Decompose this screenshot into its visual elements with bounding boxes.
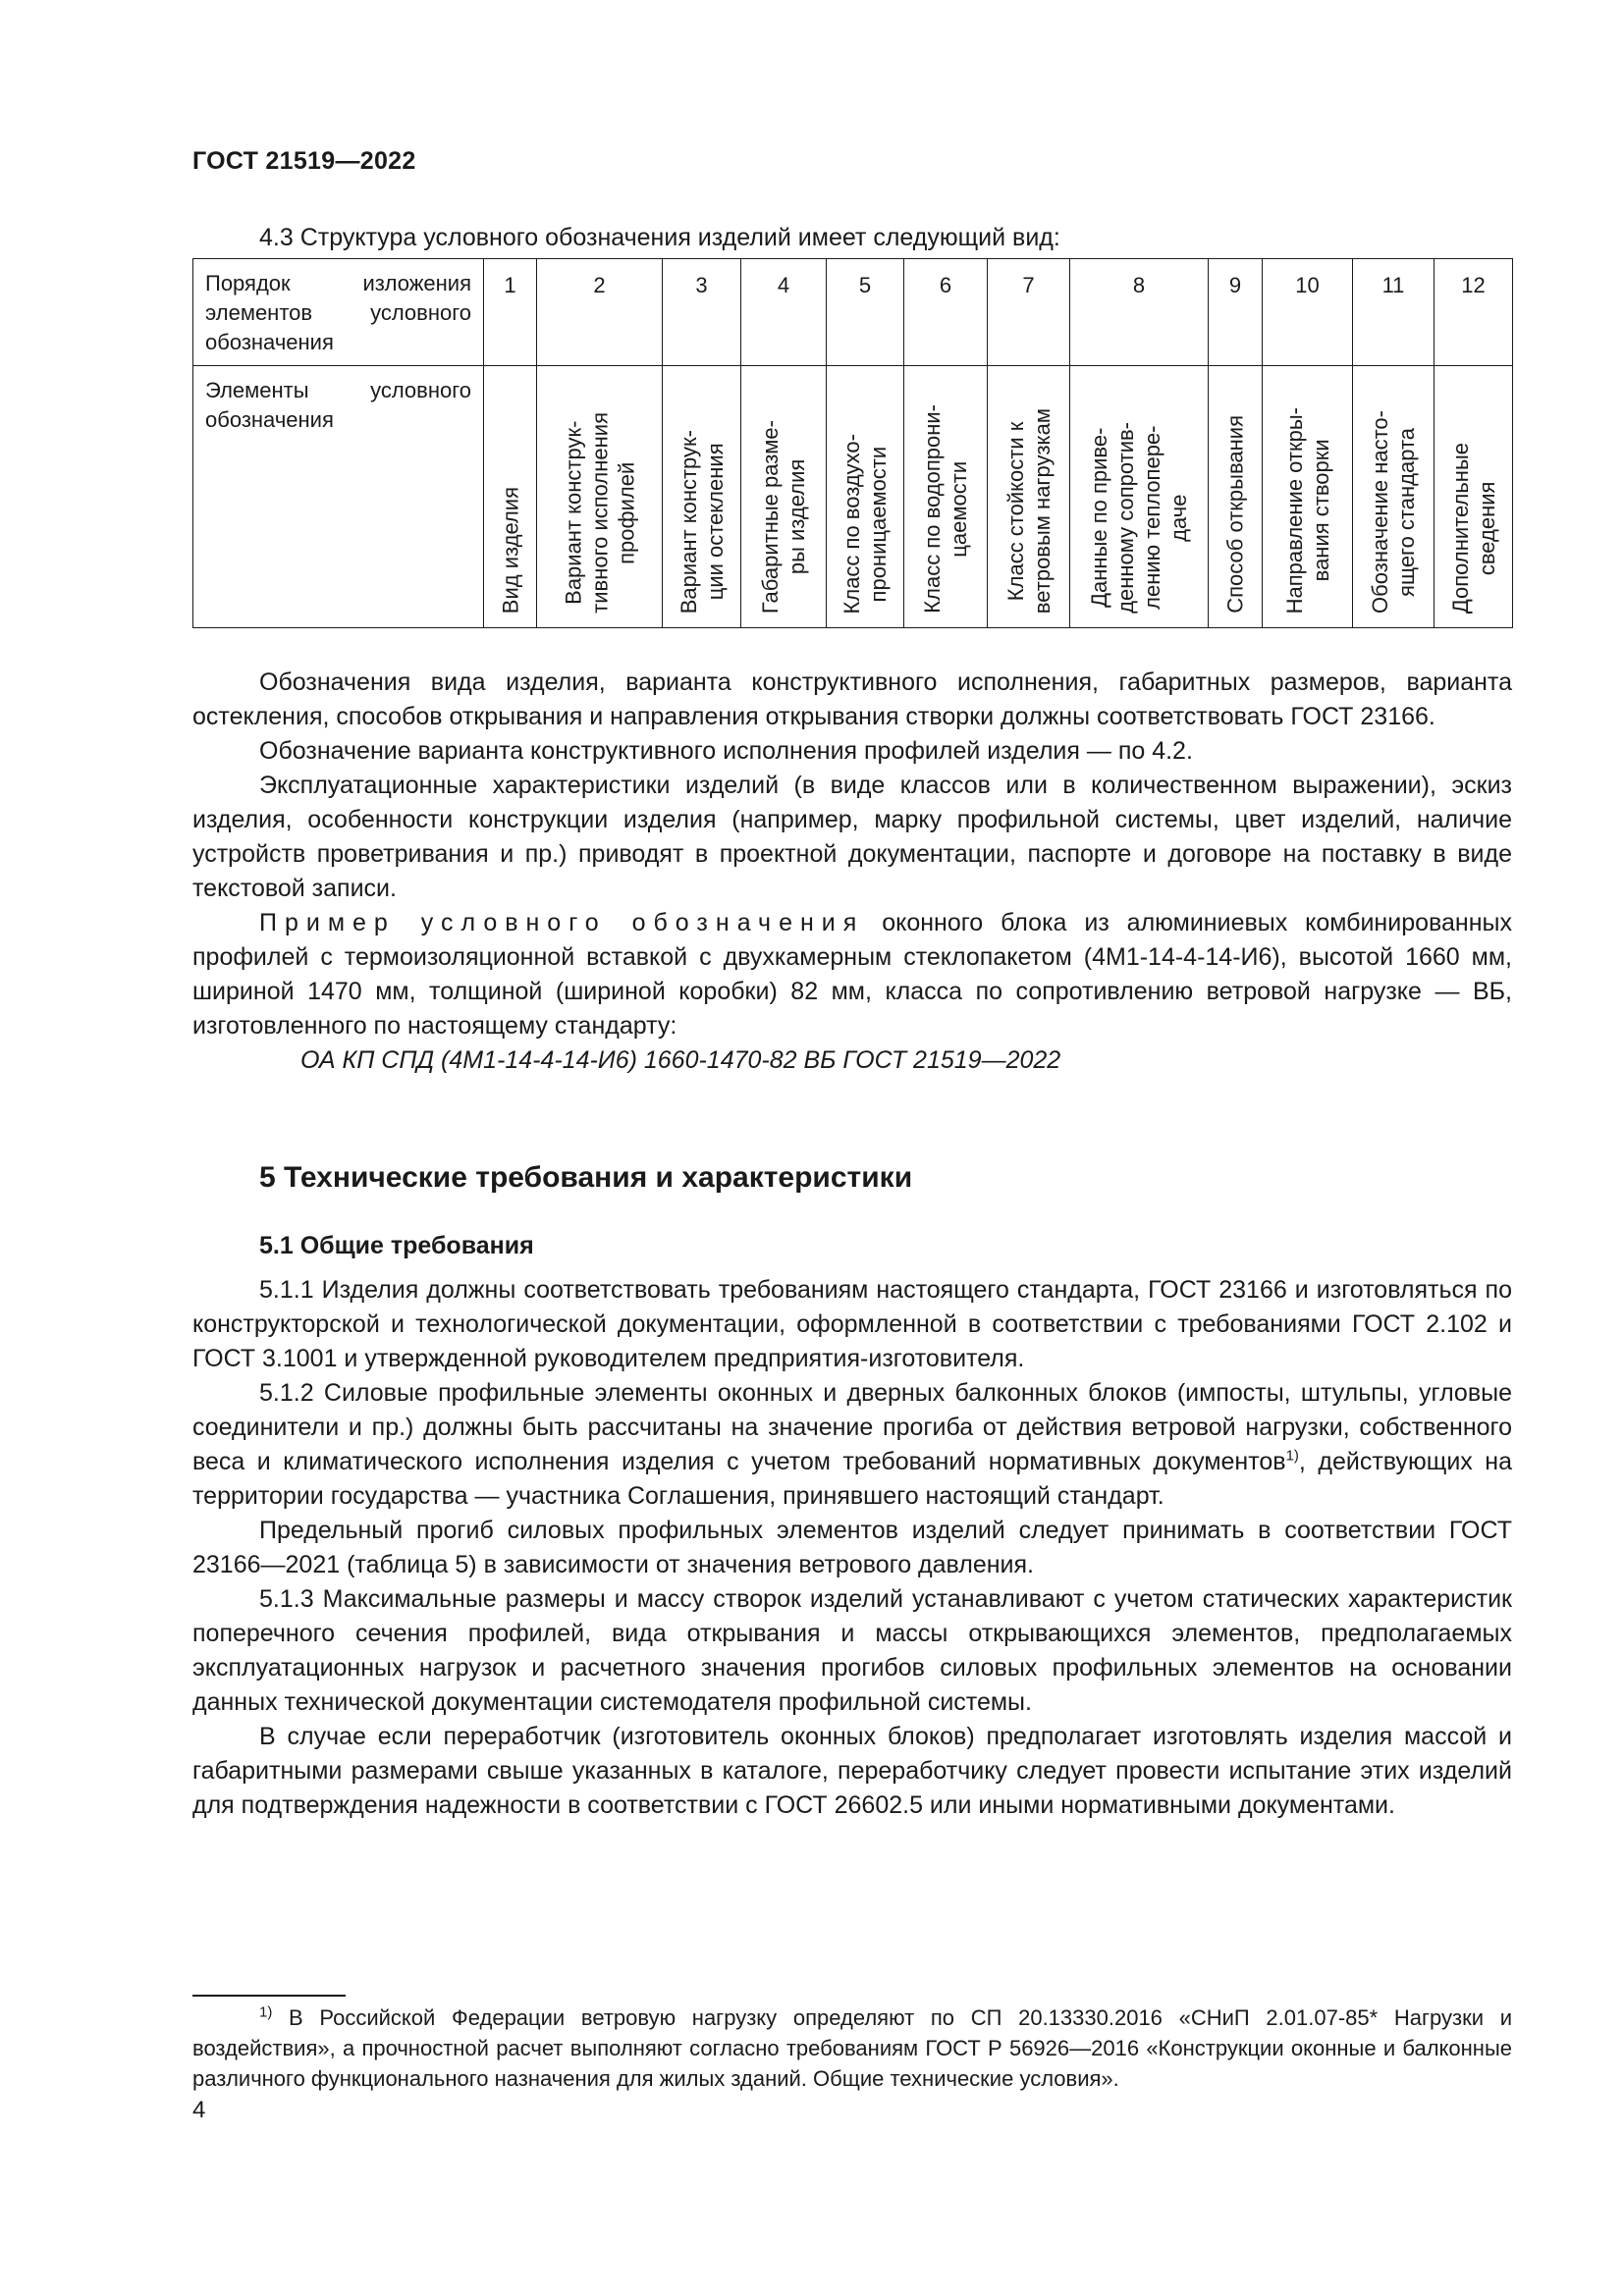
table-number-cell: 9 (1209, 259, 1263, 366)
paragraph-processor: В случае если переработчик (изготовитель оконных блоков) предполагает изготовлять изделия массой и габаритными размерами свыше указанных в каталоге, переработчику следует провести испытание этих изделий для подтверждения надежности в соответствии с ГОСТ 26602.5 или иными нормативными документами. (192, 1723, 1512, 1819)
table-number-cell: 10 (1263, 259, 1353, 366)
footnote-mark: 1) (259, 2003, 273, 2021)
element-text: Класс стойкости к ветровым нагрузкам (1002, 407, 1055, 614)
row-label-elements: Элементы условного обозначения (193, 366, 484, 628)
footnote-text: В Российской Федерации ветровую нагрузку определяют по СП 20.13330.2016 «СНиП 2.01.07-85* Нагрузки и воздействия», а прочностной расчет выполняют согласно требованиям ГОСТ Р 56926—2016 «Конструкции оконные и балконные различного функционального назначения для жилых зданий. Общие технические условия». (192, 2005, 1512, 2091)
table-element-cell (484, 366, 537, 628)
document-header: ГОСТ 21519—2022 (192, 147, 416, 175)
element-text: Класс по водопрони- цаемости (920, 404, 971, 614)
table-element-cell (904, 366, 988, 628)
section-title: 5 Технические требования и характеристики (259, 1161, 913, 1194)
table-number-cell: 12 (1435, 259, 1513, 366)
element-text: Габаритные разме- ры изделия (758, 419, 809, 614)
element-text: Класс по воздухо- проницаемости (839, 433, 891, 614)
table-number-cell: 1 (484, 259, 537, 366)
table-element-cell (537, 366, 663, 628)
example-text: оконного блока из алюминиевых комбинированных профилей с термоизоляционной вставкой с двухкамерным стеклопакетом (4М1-14-4-14-И6), высотой 1660 мм, шириной 1470 мм, толщиной (шириной коробки) 82 мм, класса по сопротивлению ветровой нагрузке — ВБ, изготовленного по настоящему стандарту: (192, 909, 1512, 1040)
element-text: Способ открывания (1222, 415, 1248, 614)
element-text: Обозначение насто- ящего стандарта (1368, 410, 1419, 614)
p512-text-a: 5.1.2 Силовые профильные элементы оконных и дверных балконных блоков (импосты, штульпы, угловые соединители и пр.) должны быть рассчитаны на значение прогиба от действия ветровой нагрузки, собственного веса и климатического исполнения изделия с учетом требований нормативных документов (192, 1379, 1512, 1475)
p512-text-b: , действующих на территории государства — участника Соглашения, принявшего настоящий стандарт. (192, 1448, 1512, 1510)
table-element-cell (988, 366, 1070, 628)
paragraph-511: 5.1.1 Изделия должны соответствовать требованиям настоящего стандарта, ГОСТ 23166 и изготовляться по конструкторской и технологической документации, оформленной в соответствии с требованиями ГОСТ 2.102 и ГОСТ 3.1001 и утвержденной руководителем предприятия-изготовителя. (192, 1276, 1512, 1372)
footnote-reference: 1) (1285, 1447, 1299, 1465)
paragraph-example (192, 906, 1512, 1043)
table-number-cell: 5 (827, 259, 904, 366)
section4-body (192, 666, 1512, 1078)
paragraph-513: 5.1.3 Максимальные размеры и массу створок изделий устанавливают с учетом статических характеристик поперечного сечения профилей, вида открывания и массы открывающихся элементов, предполагаемых эксплуатационных нагрузок и расчетного значения прогибов силовых профильных элементов на основании данных технической документации системодателя профильной системы. (192, 1585, 1512, 1716)
footnote-separator (192, 1995, 346, 1997)
element-text: Вид изделия (498, 486, 522, 614)
table-row-order (193, 259, 1513, 366)
table-number-cell: 2 (537, 259, 663, 366)
table-element-cell (1209, 366, 1263, 628)
table-element-cell (1435, 366, 1513, 628)
row-label-order: Порядок изложения элементов условного обозначения (193, 259, 484, 366)
table-element-cell (1353, 366, 1435, 628)
table-row-elements (193, 366, 1513, 628)
footnote (192, 2002, 1512, 2094)
example-lead: Пример условного обозначения (259, 909, 865, 936)
element-text: Направление откры- вания створки (1281, 406, 1333, 614)
example-formula: ОА КП СПД (4М1-14-4-14-И6) 1660-1470-82 ВБ ГОСТ 21519—2022 (300, 1046, 1061, 1074)
paragraph-deflection: Предельный прогиб силовых профильных элементов изделий следует принимать в соответствии ГОСТ 23166—2021 (таблица 5) в зависимости от значения ветрового давления. (192, 1517, 1512, 1578)
table-number-cell: 11 (1353, 259, 1435, 366)
element-text: Дополнительные сведения (1447, 442, 1499, 614)
table-element-cell (827, 366, 904, 628)
table-number-cell: 3 (663, 259, 741, 366)
paragraph-profile-variant: Обозначение варианта конструктивного исполнения профилей изделия — по 4.2. (259, 737, 1193, 765)
table-element-cell (1263, 366, 1353, 628)
element-text: Данные по приве- денному сопротив- лению теплопере- даче (1087, 422, 1191, 614)
table-intro: 4.3 Структура условного обозначения изделий имеет следующий вид: (259, 224, 1060, 251)
subsection-title: 5.1 Общие требования (259, 1232, 534, 1259)
table-element-cell (1070, 366, 1209, 628)
element-text: Вариант конструк- тивного исполнения профилей (561, 412, 638, 614)
element-text: Вариант конструк- ции остекления (676, 429, 728, 614)
table-number-cell: 8 (1070, 259, 1209, 366)
section5-body (192, 1273, 1512, 1823)
table-element-cell (741, 366, 827, 628)
paragraph-designation: Обозначения вида изделия, варианта конструктивного исполнения, габаритных размеров, варианта остекления, способов открывания и направления открывания створки должны соответствовать ГОСТ 23166. (192, 668, 1512, 730)
table-number-cell: 7 (988, 259, 1070, 366)
table-element-cell (663, 366, 741, 628)
page-number: 4 (192, 2097, 206, 2123)
table-number-cell: 6 (904, 259, 988, 366)
designation-structure-table (192, 258, 1513, 628)
table-number-cell: 4 (741, 259, 827, 366)
paragraph-characteristics: Эксплуатационные характеристики изделий (в виде классов или в количественном выражении), эскиз изделия, особенности конструкции изделия (например, марку профильной системы, цвет изделий, наличие устройств проветривания и пр.) приводят в проектной документации, паспорте и договоре на поставку в виде текстовой записи. (192, 772, 1512, 902)
paragraph-512 (192, 1376, 1512, 1514)
